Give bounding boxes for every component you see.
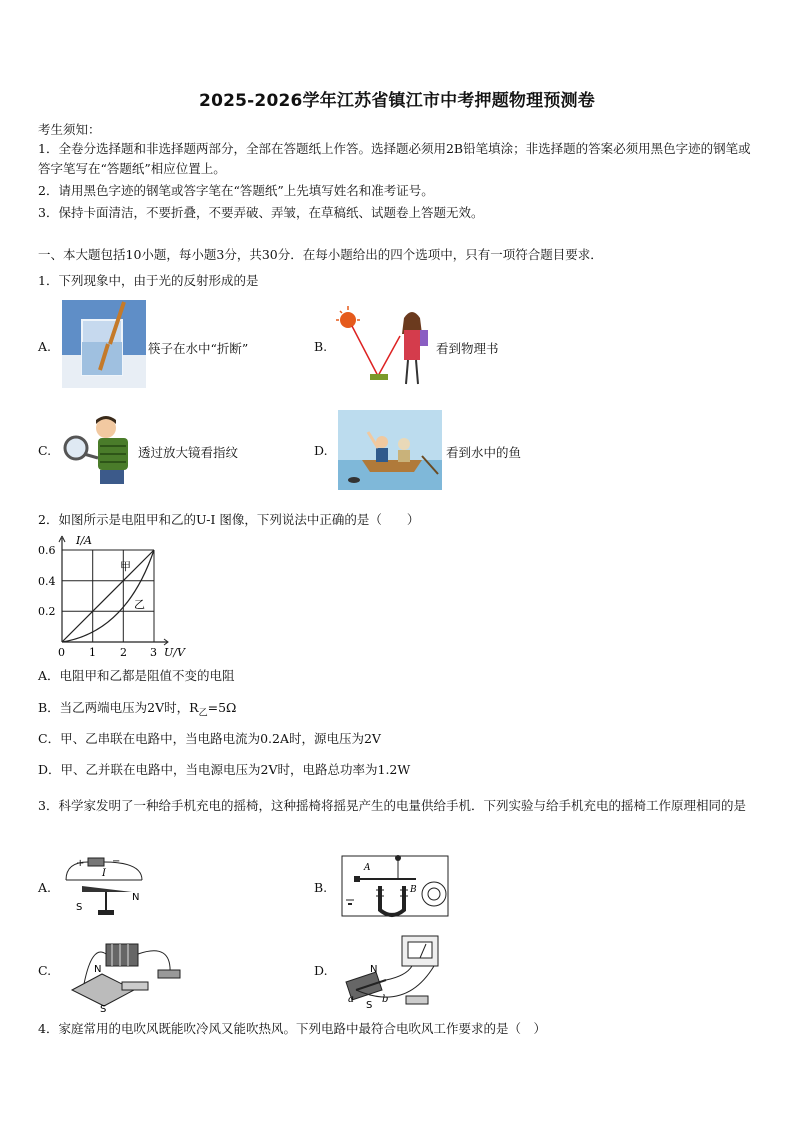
svg-text:N: N — [370, 964, 378, 975]
q1-option-d-text: 看到水中的鱼 — [446, 445, 522, 460]
notice-item-3: 3．保持卡面清洁，不要折叠，不要弄破、弄皱，在草稿纸、试题卷上答题无效。 — [38, 205, 484, 220]
line-jia — [62, 550, 154, 642]
q3-option-d-label: D. — [314, 963, 328, 978]
q1-option-b-label: B. — [314, 339, 328, 354]
section-heading: 一、本大题包括10小题，每小题3分，共30分．在每小题给出的四个选项中，只有一项符合题目要求． — [38, 247, 603, 262]
q1-option-c-label: C. — [38, 443, 52, 458]
y-tick-0.6: 0.6 — [38, 544, 56, 557]
ui-graph — [36, 532, 196, 660]
svg-text:A: A — [364, 863, 371, 873]
svg-text:S: S — [366, 1000, 373, 1011]
q2-stem: 2．如图所示是电阻甲和乙的U-I 图像，下列说法中正确的是（ ） — [38, 512, 420, 527]
electromagnetic-force-figure — [62, 934, 186, 1014]
q1-option-d-label: D. — [314, 443, 328, 458]
y-tick-0.4: 0.4 — [38, 575, 56, 588]
svg-text:S: S — [76, 902, 83, 913]
q1-option-a-label: A. — [38, 339, 52, 354]
svg-text:b: b — [382, 994, 389, 1005]
x-tick-1: 1 — [89, 646, 96, 659]
q1-option-b-text: 看到物理书 — [436, 341, 499, 356]
chopstick-in-water-image — [62, 300, 146, 388]
y-axis-label: I/A — [76, 534, 92, 547]
q3-stem: 3．科学家发明了一种给手机充电的摇椅，这种摇椅将摇晃产生的电量供给手机．下列实验与给手机充电的摇椅工作原理相同的是 — [38, 798, 746, 813]
q1-stem: 1．下列现象中，由于光的反射形成的是 — [38, 273, 259, 288]
q1-option-a-text: 筷子在水中“折断” — [148, 341, 249, 356]
label-jia: 甲 — [120, 560, 131, 573]
x-tick-3: 3 — [150, 646, 157, 659]
notice-item-1: 1．全卷分选择题和非选择题两部分，全部在答题纸上作答。选择题必须用2B铅笔填涂；非选择题的答案必须用黑色字迹的钢笔或答字笔写在“答题纸”相应位置上。 — [38, 141, 751, 176]
electromagnetic-induction-figure — [336, 932, 448, 1016]
q2-option-b: B．当乙两端电压为2V时，$R_乙=5\Omega$ — [38, 700, 237, 719]
notice-item-2: 2．请用黑色字迹的钢笔或答字笔在“答题纸”上先填写姓名和准考证号。 — [38, 183, 434, 198]
svg-text:I: I — [102, 868, 106, 879]
svg-text:a: a — [348, 994, 354, 1005]
oersted-experiment-figure — [62, 852, 154, 918]
electric-bell-figure — [336, 850, 456, 922]
y-tick-0.2: 0.2 — [38, 605, 56, 618]
x-tick-0: 0 — [58, 646, 65, 659]
q3-option-b-label: B. — [314, 880, 328, 895]
q2-option-d: D．甲、乙并联在电路中，当电源电压为2V时，电路总功率为1.2W — [38, 762, 411, 777]
x-tick-2: 2 — [120, 646, 127, 659]
q4-stem: 4．家庭常用的电吹风既能吹冷风又能吹热风。下列电路中最符合电吹风工作要求的是（ ） — [38, 1021, 546, 1036]
svg-text:N: N — [94, 964, 102, 975]
q1-option-c-text: 透过放大镜看指纹 — [138, 445, 239, 460]
svg-text:−: − — [112, 856, 121, 867]
page-title: 2025-2026学年江苏省镇江市中考押题物理预测卷 — [199, 91, 595, 111]
reading-book-image — [336, 304, 432, 388]
q2-option-c: C．甲、乙串联在电路中，当电路电流为0.2A时，源电压为2V — [38, 731, 381, 746]
svg-text:B: B — [410, 885, 417, 895]
q2-option-a: A．电阻甲和乙都是阻值不变的电阻 — [38, 668, 235, 683]
x-axis-label: U/V — [164, 646, 185, 659]
fish-in-water-image — [338, 410, 442, 490]
svg-text:N: N — [132, 892, 140, 903]
label-yi: 乙 — [134, 598, 145, 611]
notice-heading: 考生须知： — [38, 122, 101, 137]
svg-text:S: S — [100, 1004, 107, 1014]
q3-option-c-label: C. — [38, 963, 52, 978]
magnifier-fingerprint-image — [62, 414, 136, 486]
svg-text:+: + — [76, 858, 85, 869]
q3-option-a-label: A. — [38, 880, 52, 895]
